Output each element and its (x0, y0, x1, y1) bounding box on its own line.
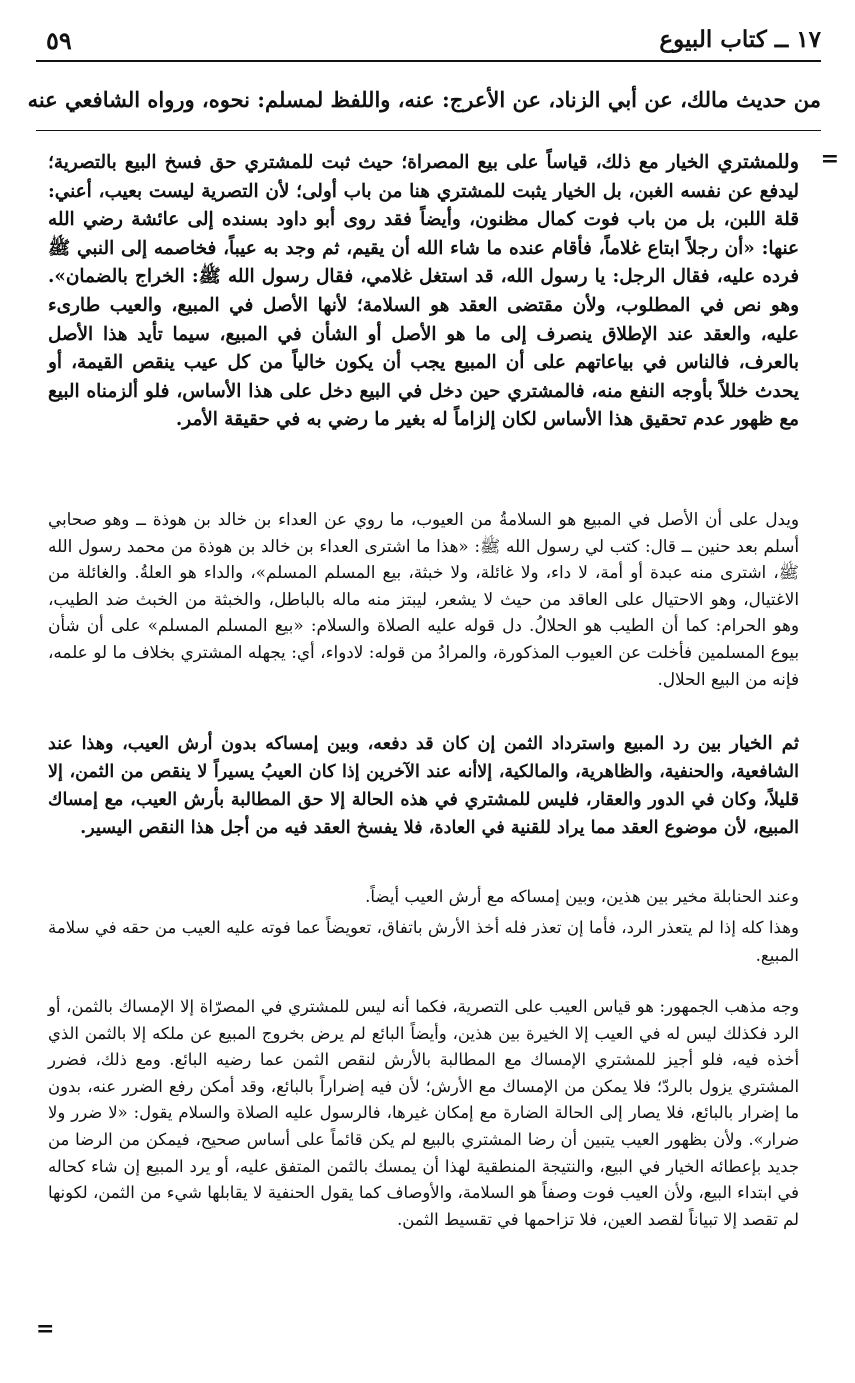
paragraph-majority-reasoning (48, 994, 799, 1233)
paragraph-return-impossible (48, 914, 799, 970)
paragraph-option-return (48, 730, 799, 842)
continuation-mark-top: = (820, 146, 839, 172)
paragraph-lead-word: ثم الخيار (729, 733, 799, 754)
paragraph-buyer-option (48, 148, 799, 435)
page-number: ٥٩ (46, 26, 72, 55)
continuation-line: من حديث مالك، عن أبي الزناد، عن الأعرج: عنه، واللفظ لمسلم: نحوه، ورواه الشافعي عنه (27, 87, 821, 112)
paragraph-text: وهذا كله إذا لم يتعذر الرد، فأما إن تعذر فله أخذ الأرش باتفاق، تعويضاً عما فوته عليه العيب من حقه في سلامة المبيع. (48, 918, 799, 965)
paragraph-text: وعند الحنابلة مخير بين هذين، وبين إمساكه مع أرش العيب أيضاً. (365, 887, 799, 906)
paragraph-soundness-evidence (48, 506, 799, 692)
paragraph-hanbali-view (48, 884, 799, 910)
continuation-mark-bottom: = (36, 1316, 55, 1342)
section-divider (36, 130, 821, 131)
paragraph-text: بين رد المبيع واسترداد الثمن إن كان قد دفعه، وبين إمساكه بدون أرش العيب، وهذا عند الشافعية، والحنفية، والظاهرية، والمالكية، إلاأنه عند الآخرين إذا كان العيبُ يسيراً لا ينقص من الثمن، إلا قليلاً، وكان في الدور والعقار، فليس للمشتري في هذه الحالة إلا حق المطالبة بأرش العيب، مع إمساك المبيع، لأن موضوع العقد مما يراد للقنية في العادة، فلا يفسخ العقد فيه من أجل هذا النقص اليسير. (48, 733, 799, 838)
paragraph-text: وجه مذهب الجمهور: هو قياس العيب على التصرية، فكما أنه ليس للمشتري في المصرّاة إلا الإمساك بالثمن، أو الرد فكذلك ليس له في العيب إلا الخيرة بين هذين، وأيضاً البائع لم يرض بخروج المبيع عن ملكه إلا بالثمن الذي أخذه فيه، فلو أجيز للمشتري الإمساك مع المطالبة بالأرش لنقص الثمن عما رضيه البائع. ومع ذلك، فضرر المشتري يزول بالردّ؛ فلا يمكن من الإمساك مع الأرش؛ لأن فيه إضراراً بالبائع، وقد أمكن رفع الضرر عنه، بدون ما إضرار بالبائع، فلا يصار إلى الحالة الضارة مع إمكان غيرها، فالرسول عليه الصلاة والسلام يقول: «لا ضرر ولا ضرار». ولأن بظهور العيب يتبين أن رضا المشتري بالبيع لم يكن قائماً على أساس صحيح، فيمكن من الرضا من جديد بإعطائه الخيار في البيع، والنتيجة المنطقية لهذا أن يمسك بالثمن المتفق عليه، أو يرد المبيع إن شاء كحاله في ابتداء البيع، ولأن العيب فوت وصفاً هو السلامة، والأوصاف كما يقول الحنفية لا يقابلها شيء من الثمن، لكونها لم تقصد إلا تبياناً لقصد العين، فلا تزاحمها في تقسيط الثمن. (48, 997, 799, 1229)
paragraph-text: الخيار مع ذلك، قياساً على بيع المصراة؛ حيث ثبت للمشتري حق فسخ البيع بالتصرية؛ ليدفع عن نفسه الغبن، بل الخيار يثبت للمشتري هنا من باب أولى؛ لأن التصرية ليست بعيب، أعني: قلة اللبن، بل من باب فوت كمال مظنون، وأيضاً فقد روى أبو داود بسنده إلى عائشة رضي الله عنها: «أن رجلاً ابتاع غلاماً، فأقام عنده ما شاء الله أن يقيم، ثم وجد به عيباً، فخاصمه إلى النبي ﷺ فرده عليه، فقال الرجل: يا رسول الله، قد استغل غلامي، فقال رسول الله ﷺ: الخراج بالضمان». وهو نص في المطلوب، ولأن مقتضى العقد هو السلامة؛ لأنها الأصل في المبيع، والعيب طارىء عليه، والعقد عند الإطلاق ينصرف إلى ما هو الأصل أو الشأن في المبيع، سيما تأيد هذا الأصل بالعرف، فالناس في بياعاتهم على أن المبيع يجب أن يكون خالياً من كل عيب ينقص القيمة، أو يحدث خللاً بأوجه النفع منه، فالمشتري حين دخل في البيع دخل على هذا الأساس، فلو ألزمناه البيع مع ظهور عدم تحقيق هذا الأساس لكان إلزاماً له بغير ما رضي به في حقيقة الأمر. (48, 152, 799, 431)
paragraph-text: ويدل على أن الأصل في المبيع هو السلامةُ من العيوب، ما روي عن العداء بن خالد بن هوذة ــ وهو صحابي أسلم بعد حنين ــ قال: كتب لي رسول الله ﷺ: «هذا ما اشترى العداء بن خالد بن هوذة من محمد رسول الله ﷺ، اشترى منه عبدة أو أمة، لا داء، ولا غائلة، ولا خبثة، بيع المسلم المسلم»، والداء هو العلةُ. والغائلة من الاغتيال، وهو الاحتيال على العاقد من حيث لا يشعر، ليبتز منه ماله بالباطل، والخبثة من الخبث ضد الطيب، وهو الحرام: كما أن الطيب هو الحلالُ. دل قوله عليه الصلاة والسلام: «بيع المسلم المسلم» على أن شأن بيوع المسلمين فأخلت عن العيوب المذكورة، والمرادُ من قوله: لادواء، أي: يجهله المشتري بخلاف ما لو علمه، فإنه من البيع الحلال. (48, 509, 799, 689)
running-title: ١٧ ــ كتاب البيوع (659, 26, 821, 53)
paragraph-lead-word: وللمشتري (717, 150, 799, 173)
page-header (36, 24, 821, 62)
